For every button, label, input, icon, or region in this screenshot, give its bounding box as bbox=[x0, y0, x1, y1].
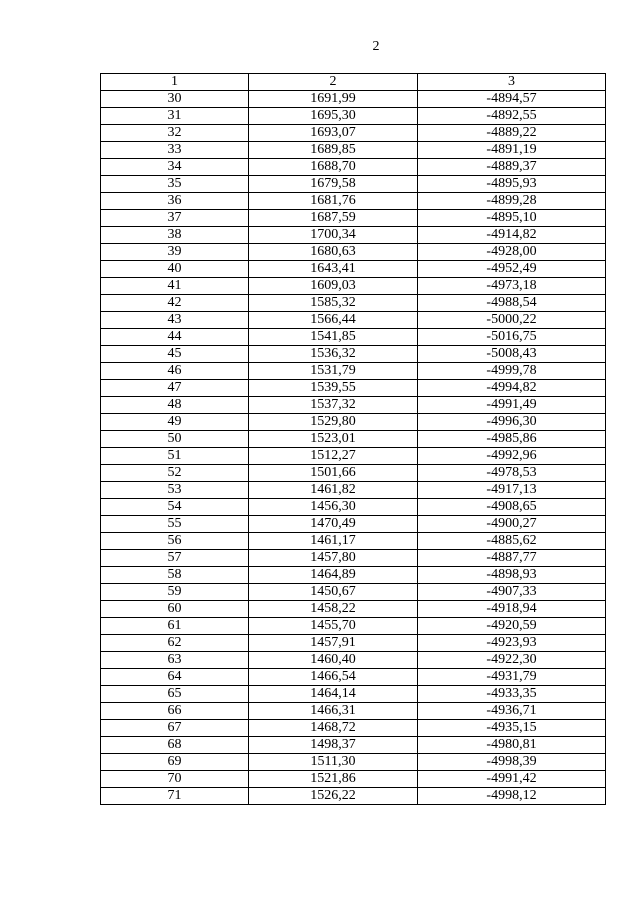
y-coordinate-cell: -4936,71 bbox=[418, 703, 606, 720]
point-number-cell: 62 bbox=[101, 635, 249, 652]
coordinates-table bbox=[100, 73, 606, 805]
point-number-cell: 49 bbox=[101, 414, 249, 431]
table-row bbox=[101, 686, 606, 703]
x-coordinate-cell: 1521,86 bbox=[249, 771, 418, 788]
table-row bbox=[101, 431, 606, 448]
x-coordinate-cell: 1541,85 bbox=[249, 329, 418, 346]
y-coordinate-cell: -4908,65 bbox=[418, 499, 606, 516]
y-coordinate-cell: -5000,22 bbox=[418, 312, 606, 329]
point-number-cell: 66 bbox=[101, 703, 249, 720]
y-coordinate-cell: -4973,18 bbox=[418, 278, 606, 295]
y-coordinate-cell: -4991,42 bbox=[418, 771, 606, 788]
point-number-cell: 63 bbox=[101, 652, 249, 669]
point-number-cell: 54 bbox=[101, 499, 249, 516]
header-cell-3: 3 bbox=[418, 74, 606, 91]
point-number-cell: 67 bbox=[101, 720, 249, 737]
y-coordinate-cell: -4907,33 bbox=[418, 584, 606, 601]
y-coordinate-cell: -4928,00 bbox=[418, 244, 606, 261]
header-row bbox=[101, 74, 606, 91]
table-row bbox=[101, 346, 606, 363]
y-coordinate-cell: -4994,82 bbox=[418, 380, 606, 397]
table-header bbox=[101, 74, 606, 91]
point-number-cell: 64 bbox=[101, 669, 249, 686]
y-coordinate-cell: -4918,94 bbox=[418, 601, 606, 618]
table-row bbox=[101, 550, 606, 567]
table-row bbox=[101, 533, 606, 550]
table-row bbox=[101, 295, 606, 312]
table-row bbox=[101, 567, 606, 584]
point-number-cell: 59 bbox=[101, 584, 249, 601]
y-coordinate-cell: -4885,62 bbox=[418, 533, 606, 550]
point-number-cell: 30 bbox=[101, 91, 249, 108]
table-row bbox=[101, 363, 606, 380]
x-coordinate-cell: 1461,82 bbox=[249, 482, 418, 499]
y-coordinate-cell: -4998,39 bbox=[418, 754, 606, 771]
x-coordinate-cell: 1536,32 bbox=[249, 346, 418, 363]
table-row bbox=[101, 210, 606, 227]
point-number-cell: 38 bbox=[101, 227, 249, 244]
y-coordinate-cell: -4920,59 bbox=[418, 618, 606, 635]
table-row bbox=[101, 618, 606, 635]
x-coordinate-cell: 1466,54 bbox=[249, 669, 418, 686]
table-row bbox=[101, 635, 606, 652]
point-number-cell: 40 bbox=[101, 261, 249, 278]
x-coordinate-cell: 1523,01 bbox=[249, 431, 418, 448]
point-number-cell: 51 bbox=[101, 448, 249, 465]
table-row bbox=[101, 329, 606, 346]
point-number-cell: 43 bbox=[101, 312, 249, 329]
point-number-cell: 69 bbox=[101, 754, 249, 771]
point-number-cell: 60 bbox=[101, 601, 249, 618]
point-number-cell: 57 bbox=[101, 550, 249, 567]
y-coordinate-cell: -4952,49 bbox=[418, 261, 606, 278]
point-number-cell: 65 bbox=[101, 686, 249, 703]
table-row bbox=[101, 499, 606, 516]
table-row bbox=[101, 703, 606, 720]
y-coordinate-cell: -4923,93 bbox=[418, 635, 606, 652]
x-coordinate-cell: 1531,79 bbox=[249, 363, 418, 380]
y-coordinate-cell: -4996,30 bbox=[418, 414, 606, 431]
point-number-cell: 71 bbox=[101, 788, 249, 805]
y-coordinate-cell: -4891,19 bbox=[418, 142, 606, 159]
y-coordinate-cell: -5008,43 bbox=[418, 346, 606, 363]
x-coordinate-cell: 1498,37 bbox=[249, 737, 418, 754]
x-coordinate-cell: 1466,31 bbox=[249, 703, 418, 720]
table-row bbox=[101, 142, 606, 159]
x-coordinate-cell: 1700,34 bbox=[249, 227, 418, 244]
x-coordinate-cell: 1693,07 bbox=[249, 125, 418, 142]
table-row bbox=[101, 176, 606, 193]
y-coordinate-cell: -4998,12 bbox=[418, 788, 606, 805]
point-number-cell: 47 bbox=[101, 380, 249, 397]
page-number: 2 bbox=[372, 39, 380, 54]
y-coordinate-cell: -4892,55 bbox=[418, 108, 606, 125]
table-row bbox=[101, 125, 606, 142]
table-row bbox=[101, 584, 606, 601]
y-coordinate-cell: -4900,27 bbox=[418, 516, 606, 533]
x-coordinate-cell: 1691,99 bbox=[249, 91, 418, 108]
table-row bbox=[101, 771, 606, 788]
x-coordinate-cell: 1679,58 bbox=[249, 176, 418, 193]
x-coordinate-cell: 1526,22 bbox=[249, 788, 418, 805]
x-coordinate-cell: 1458,22 bbox=[249, 601, 418, 618]
x-coordinate-cell: 1464,89 bbox=[249, 567, 418, 584]
point-number-cell: 35 bbox=[101, 176, 249, 193]
x-coordinate-cell: 1457,91 bbox=[249, 635, 418, 652]
y-coordinate-cell: -4933,35 bbox=[418, 686, 606, 703]
y-coordinate-cell: -4980,81 bbox=[418, 737, 606, 754]
x-coordinate-cell: 1512,27 bbox=[249, 448, 418, 465]
point-number-cell: 45 bbox=[101, 346, 249, 363]
header-cell-1: 1 bbox=[101, 74, 249, 91]
y-coordinate-cell: -4889,22 bbox=[418, 125, 606, 142]
table-row bbox=[101, 754, 606, 771]
table-row bbox=[101, 312, 606, 329]
point-number-cell: 36 bbox=[101, 193, 249, 210]
y-coordinate-cell: -4914,82 bbox=[418, 227, 606, 244]
x-coordinate-cell: 1688,70 bbox=[249, 159, 418, 176]
y-coordinate-cell: -4894,57 bbox=[418, 91, 606, 108]
x-coordinate-cell: 1457,80 bbox=[249, 550, 418, 567]
table-row bbox=[101, 278, 606, 295]
x-coordinate-cell: 1609,03 bbox=[249, 278, 418, 295]
table-row bbox=[101, 108, 606, 125]
table-row bbox=[101, 720, 606, 737]
table-row bbox=[101, 448, 606, 465]
table-row bbox=[101, 227, 606, 244]
y-coordinate-cell: -4889,37 bbox=[418, 159, 606, 176]
point-number-cell: 39 bbox=[101, 244, 249, 261]
table-row bbox=[101, 159, 606, 176]
table-row bbox=[101, 465, 606, 482]
table-row bbox=[101, 788, 606, 805]
x-coordinate-cell: 1501,66 bbox=[249, 465, 418, 482]
y-coordinate-cell: -4931,79 bbox=[418, 669, 606, 686]
table-row bbox=[101, 669, 606, 686]
x-coordinate-cell: 1460,40 bbox=[249, 652, 418, 669]
table-row bbox=[101, 244, 606, 261]
point-number-cell: 56 bbox=[101, 533, 249, 550]
y-coordinate-cell: -5016,75 bbox=[418, 329, 606, 346]
y-coordinate-cell: -4999,78 bbox=[418, 363, 606, 380]
table-row bbox=[101, 91, 606, 108]
y-coordinate-cell: -4985,86 bbox=[418, 431, 606, 448]
x-coordinate-cell: 1529,80 bbox=[249, 414, 418, 431]
x-coordinate-cell: 1689,85 bbox=[249, 142, 418, 159]
table-row bbox=[101, 397, 606, 414]
y-coordinate-cell: -4895,10 bbox=[418, 210, 606, 227]
point-number-cell: 44 bbox=[101, 329, 249, 346]
y-coordinate-cell: -4887,77 bbox=[418, 550, 606, 567]
x-coordinate-cell: 1585,32 bbox=[249, 295, 418, 312]
point-number-cell: 68 bbox=[101, 737, 249, 754]
y-coordinate-cell: -4922,30 bbox=[418, 652, 606, 669]
x-coordinate-cell: 1695,30 bbox=[249, 108, 418, 125]
point-number-cell: 32 bbox=[101, 125, 249, 142]
table-body bbox=[101, 91, 606, 805]
x-coordinate-cell: 1456,30 bbox=[249, 499, 418, 516]
y-coordinate-cell: -4917,13 bbox=[418, 482, 606, 499]
x-coordinate-cell: 1643,41 bbox=[249, 261, 418, 278]
x-coordinate-cell: 1681,76 bbox=[249, 193, 418, 210]
point-number-cell: 41 bbox=[101, 278, 249, 295]
y-coordinate-cell: -4988,54 bbox=[418, 295, 606, 312]
point-number-cell: 33 bbox=[101, 142, 249, 159]
table-row bbox=[101, 652, 606, 669]
point-number-cell: 52 bbox=[101, 465, 249, 482]
header-cell-2: 2 bbox=[249, 74, 418, 91]
x-coordinate-cell: 1461,17 bbox=[249, 533, 418, 550]
point-number-cell: 31 bbox=[101, 108, 249, 125]
point-number-cell: 58 bbox=[101, 567, 249, 584]
x-coordinate-cell: 1539,55 bbox=[249, 380, 418, 397]
x-coordinate-cell: 1566,44 bbox=[249, 312, 418, 329]
point-number-cell: 53 bbox=[101, 482, 249, 499]
x-coordinate-cell: 1464,14 bbox=[249, 686, 418, 703]
y-coordinate-cell: -4978,53 bbox=[418, 465, 606, 482]
table-row bbox=[101, 516, 606, 533]
point-number-cell: 61 bbox=[101, 618, 249, 635]
table-row bbox=[101, 737, 606, 754]
x-coordinate-cell: 1687,59 bbox=[249, 210, 418, 227]
x-coordinate-cell: 1470,49 bbox=[249, 516, 418, 533]
y-coordinate-cell: -4991,49 bbox=[418, 397, 606, 414]
y-coordinate-cell: -4935,15 bbox=[418, 720, 606, 737]
point-number-cell: 34 bbox=[101, 159, 249, 176]
point-number-cell: 46 bbox=[101, 363, 249, 380]
table-row bbox=[101, 482, 606, 499]
point-number-cell: 50 bbox=[101, 431, 249, 448]
point-number-cell: 42 bbox=[101, 295, 249, 312]
x-coordinate-cell: 1455,70 bbox=[249, 618, 418, 635]
point-number-cell: 48 bbox=[101, 397, 249, 414]
table-row bbox=[101, 601, 606, 618]
table-row bbox=[101, 380, 606, 397]
x-coordinate-cell: 1680,63 bbox=[249, 244, 418, 261]
point-number-cell: 37 bbox=[101, 210, 249, 227]
y-coordinate-cell: -4899,28 bbox=[418, 193, 606, 210]
y-coordinate-cell: -4895,93 bbox=[418, 176, 606, 193]
x-coordinate-cell: 1468,72 bbox=[249, 720, 418, 737]
x-coordinate-cell: 1450,67 bbox=[249, 584, 418, 601]
table-row bbox=[101, 193, 606, 210]
point-number-cell: 70 bbox=[101, 771, 249, 788]
x-coordinate-cell: 1537,32 bbox=[249, 397, 418, 414]
table-row bbox=[101, 261, 606, 278]
y-coordinate-cell: -4898,93 bbox=[418, 567, 606, 584]
point-number-cell: 55 bbox=[101, 516, 249, 533]
y-coordinate-cell: -4992,96 bbox=[418, 448, 606, 465]
x-coordinate-cell: 1511,30 bbox=[249, 754, 418, 771]
table-row bbox=[101, 414, 606, 431]
